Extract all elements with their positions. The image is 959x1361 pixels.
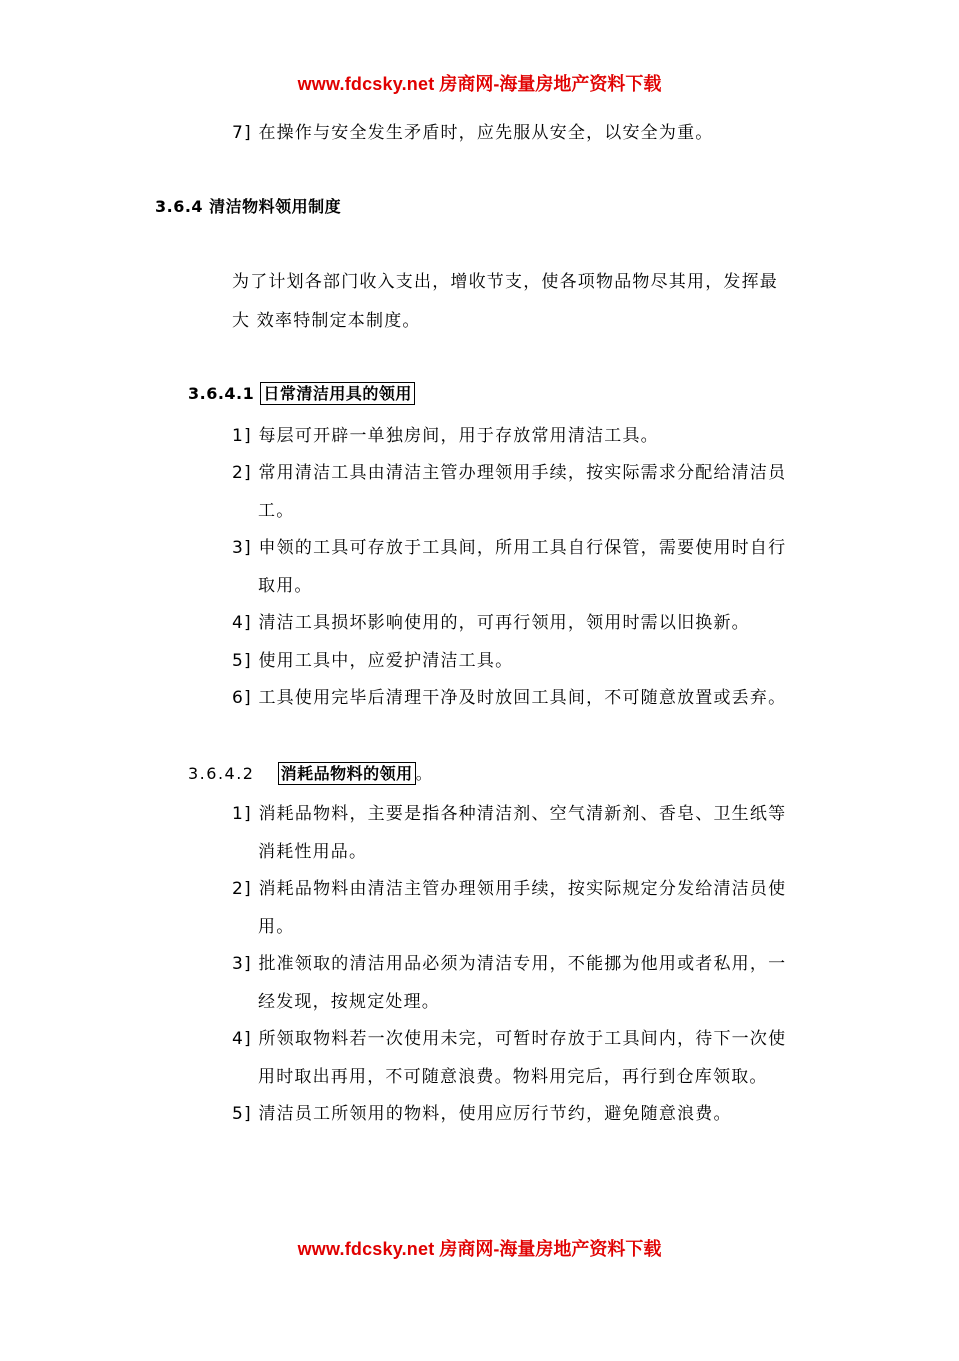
intro-line-2: 大 效率特制定本制度。 [232, 311, 421, 331]
subsection-heading-1 [188, 381, 415, 404]
list-item-text: 所领取物料若一次使用未完，可暂时存放于工具间内，待下一次使 [258, 1029, 787, 1049]
list-item-number: 1] [232, 804, 252, 824]
footer-banner [0, 1235, 959, 1261]
subsection-title: 日常清洁用具的领用 [260, 382, 415, 405]
list-item-continuation: 用时取出再用，不可随意浪费。物料用完后，再行到仓库领取。 [258, 1067, 768, 1087]
list-item-text: 消耗品物料由清洁主管办理领用手续，按实际规定分发给清洁员使 [258, 879, 787, 899]
list-item-number: 2] [232, 463, 252, 483]
list-item [232, 533, 786, 558]
footer-banner-text: 房商网-海量房地产资料下载 [439, 1239, 662, 1259]
list-item-number: 6] [232, 688, 252, 708]
section-number: 3.6.4 [155, 197, 204, 216]
subsection-heading-2 [188, 761, 433, 784]
list-item-continuation: 取用。 [258, 576, 313, 596]
list-item-text: 工具使用完毕后清理干净及时放回工具间，不可随意放置或丢弃。 [258, 688, 787, 708]
list-item [232, 458, 786, 483]
list-item-number: 3] [232, 538, 252, 558]
list-item-text: 批准领取的清洁用品必须为清洁专用，不能挪为他用或者私用，一 [258, 954, 787, 974]
list-item-text: 清洁工具损坏影响使用的，可再行领用，领用时需以旧换新。 [258, 613, 750, 633]
list-item-continuation: 用。 [258, 917, 295, 937]
list-item-number: 7] [232, 123, 252, 143]
list-item [232, 1024, 786, 1049]
footer-banner-url[interactable]: www.fdcsky.net [297, 1239, 435, 1259]
list-item-number: 2] [232, 879, 252, 899]
list-item [232, 874, 786, 899]
header-banner-text: 房商网-海量房地产资料下载 [439, 74, 662, 94]
prev-list-item [232, 118, 713, 143]
header-banner [0, 70, 959, 96]
list-item [232, 608, 750, 633]
list-item-number: 3] [232, 954, 252, 974]
list-item [232, 949, 786, 974]
section-heading [155, 194, 341, 217]
list-item [232, 1099, 732, 1124]
list-item [232, 646, 513, 671]
subsection-title: 消耗品物料的领用 [278, 762, 416, 785]
list-item-text: 在操作与安全发生矛盾时，应先服从安全，以安全为重。 [258, 123, 714, 143]
subsection-number: 3.6.4.1 [188, 384, 255, 403]
list-item-number: 5] [232, 651, 252, 671]
subsection-number: 3.6.4.2 [188, 764, 255, 783]
list-item [232, 421, 659, 446]
list-item-text: 使用工具中，应爱护清洁工具。 [258, 651, 514, 671]
list-item-continuation: 消耗性用品。 [258, 842, 368, 862]
list-item-continuation: 经发现，按规定处理。 [258, 992, 440, 1012]
list-item-text: 申领的工具可存放于工具间，所用工具自行保管，需要使用时自行 [258, 538, 787, 558]
list-item-text: 消耗品物料，主要是指各种清洁剂、空气清新剂、香皂、卫生纸等 [258, 804, 787, 824]
list-item [232, 683, 786, 708]
intro-line-1: 为了计划各部门收入支出，增收节支，使各项物品物尽其用，发挥最 [232, 272, 778, 292]
list-item [232, 799, 786, 824]
list-item-text: 每层可开辟一单独房间，用于存放常用清洁工具。 [258, 426, 659, 446]
list-item-continuation: 工。 [258, 501, 295, 521]
list-item-number: 1] [232, 426, 252, 446]
list-item-number: 4] [232, 1029, 252, 1049]
list-item-number: 4] [232, 613, 252, 633]
list-item-text: 常用清洁工具由清洁主管办理领用手续，按实际需求分配给清洁员 [258, 463, 787, 483]
list-item-number: 5] [232, 1104, 252, 1124]
section-title: 清洁物料领用制度 [209, 197, 342, 216]
subsection-title-suffix: 。 [415, 764, 434, 783]
list-item-text: 清洁员工所领用的物料，使用应厉行节约，避免随意浪费。 [258, 1104, 732, 1124]
header-banner-url[interactable]: www.fdcsky.net [297, 74, 435, 94]
